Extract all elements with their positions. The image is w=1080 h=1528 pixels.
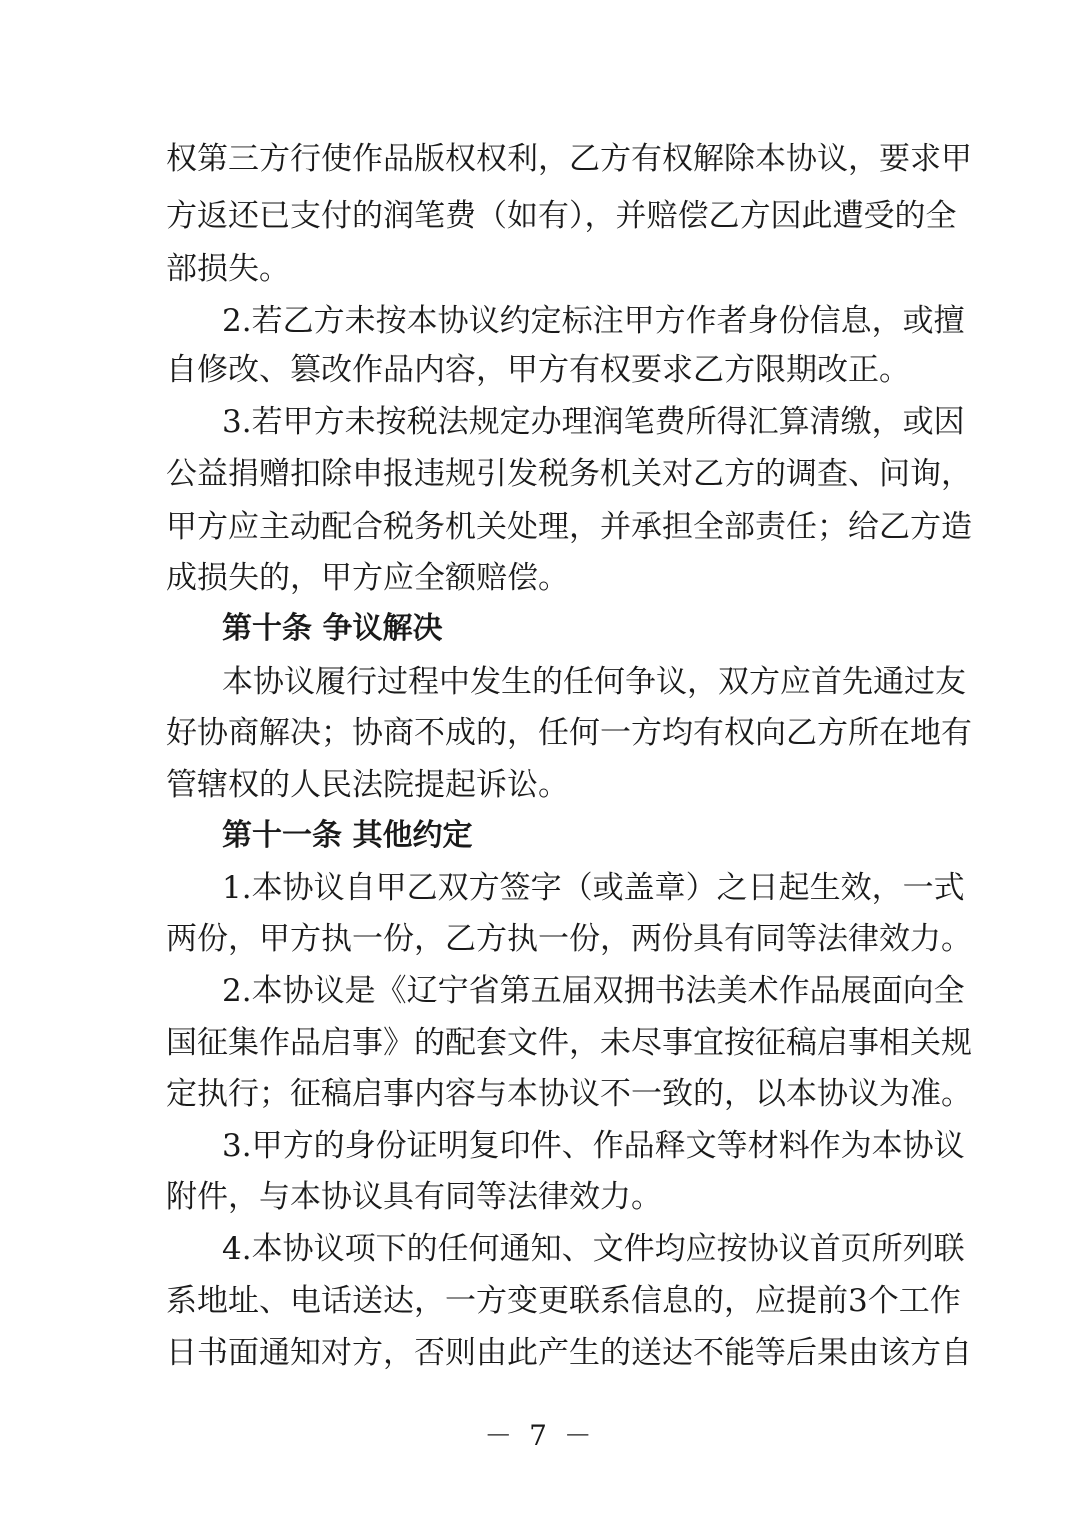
paragraph-line: 成损失的，甲方应全额赔偿。 bbox=[166, 560, 569, 596]
paragraph-line: 1.本协议自甲乙双方签字（或盖章）之日起生效，一式 bbox=[222, 870, 965, 906]
paragraph-line: 本协议履行过程中发生的任何争议，双方应首先通过友 bbox=[222, 664, 966, 700]
paragraph-line: 两份，甲方执一份，乙方执一份，两份具有同等法律效力。 bbox=[166, 921, 972, 957]
paragraph-line: 好协商解决；协商不成的，任何一方均有权向乙方所在地有 bbox=[166, 715, 972, 751]
paragraph-line: 系地址、电话送达，一方变更联系信息的，应提前3个工作 bbox=[166, 1283, 961, 1319]
paragraph-line: 国征集作品启事》的配套文件，未尽事宜按征稿启事相关规 bbox=[166, 1025, 972, 1061]
paragraph-line: 日书面通知对方，否则由此产生的送达不能等后果由该方自 bbox=[166, 1335, 972, 1371]
paragraph-line: 方返还已支付的润笔费（如有），并赔偿乙方因此遭受的全 bbox=[166, 198, 957, 234]
paragraph-line: 甲方应主动配合税务机关处理，并承担全部责任；给乙方造 bbox=[166, 509, 972, 545]
paragraph-line: 部损失。 bbox=[166, 251, 290, 287]
section-heading: 第十一条 其他约定 bbox=[222, 818, 473, 853]
paragraph-line: 管辖权的人民法院提起诉讼。 bbox=[166, 767, 569, 803]
paragraph-line: 公益捐赠扣除申报违规引发税务机关对乙方的调查、问询， bbox=[166, 456, 972, 492]
section-heading: 第十条 争议解决 bbox=[222, 611, 443, 646]
paragraph-line: 权第三方行使作品版权权利，乙方有权解除本协议，要求甲 bbox=[166, 141, 972, 177]
paragraph-line: 附件，与本协议具有同等法律效力。 bbox=[166, 1179, 662, 1215]
paragraph-line: 自修改、篡改作品内容，甲方有权要求乙方限期改正。 bbox=[166, 352, 910, 388]
paragraph-line: 2.本协议是《辽宁省第五届双拥书法美术作品展面向全 bbox=[222, 973, 965, 1009]
paragraph-line: 3.甲方的身份证明复印件、作品释文等材料作为本协议 bbox=[222, 1128, 965, 1164]
paragraph-line: 定执行；征稿启事内容与本协议不一致的，以本协议为准。 bbox=[166, 1076, 972, 1112]
paragraph-line: 3.若甲方未按税法规定办理润笔费所得汇算清缴，或因 bbox=[222, 404, 965, 440]
paragraph-line: 2.若乙方未按本协议约定标注甲方作者身份信息，或擅 bbox=[222, 303, 965, 339]
page-number: － 7 － bbox=[484, 1419, 596, 1452]
paragraph-line: 4.本协议项下的任何通知、文件均应按协议首页所列联 bbox=[222, 1231, 965, 1267]
